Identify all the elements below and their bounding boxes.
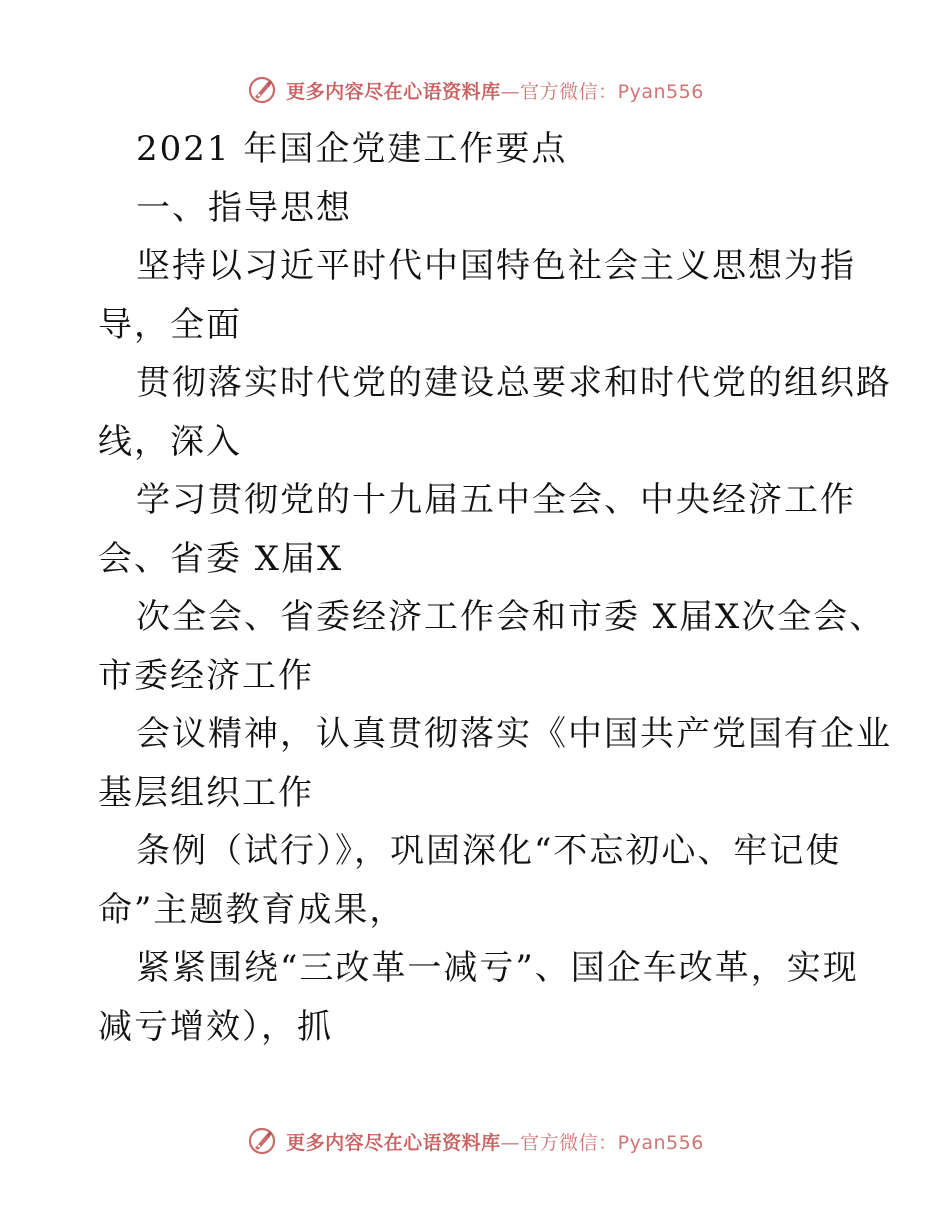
doc-line: 学习贯彻党的十九届五中全会、中央经济工作 <box>136 480 856 520</box>
doc-line: 贯彻落实时代党的建设总要求和时代党的组织路 <box>136 363 892 403</box>
doc-line: 紧紧围绕“三改革一减亏”、国企车改革，实现 <box>136 948 859 988</box>
document-body <box>98 120 892 1056</box>
doc-line: 次全会、省委经济工作会和市委 X届X次全会、 <box>136 597 886 637</box>
watermark-contact: 官方微信：Pyan556 <box>520 1131 704 1154</box>
pen-nib-logo-icon <box>246 74 278 106</box>
watermark-text <box>286 77 704 104</box>
pen-nib-logo-icon <box>246 1125 278 1157</box>
doc-line: 基层组织工作 <box>98 772 314 813</box>
watermark-main: 更多内容尽在心语资料库 <box>286 1131 501 1154</box>
watermark-main: 更多内容尽在心语资料库 <box>286 80 501 103</box>
watermark-separator: — <box>500 80 521 103</box>
doc-line: 导，全面 <box>98 304 242 345</box>
header-watermark <box>0 72 950 108</box>
watermark-text <box>286 1128 704 1155</box>
doc-line: 坚持以习近平时代中国特色社会主义思想为指 <box>136 246 856 286</box>
doc-line: 2021 年国企党建工作要点 <box>136 129 568 169</box>
doc-line: 减亏增效），抓 <box>98 1006 333 1047</box>
footer-watermark <box>0 1123 950 1159</box>
watermark-separator: — <box>500 1131 521 1154</box>
doc-line: 一、指导思想 <box>136 187 352 228</box>
watermark-contact: 官方微信：Pyan556 <box>520 80 704 103</box>
doc-line: 会、省委 X届X <box>98 538 344 579</box>
doc-line: 会议精神，认真贯彻落实《中国共产党国有企业 <box>136 714 892 754</box>
doc-line: 线，深入 <box>98 421 242 462</box>
doc-line: 命”主题教育成果， <box>98 889 406 930</box>
doc-line: 市委经济工作 <box>98 655 314 696</box>
doc-line: 条例（试行）》，巩固深化“不忘初心、牢记使 <box>136 831 842 871</box>
